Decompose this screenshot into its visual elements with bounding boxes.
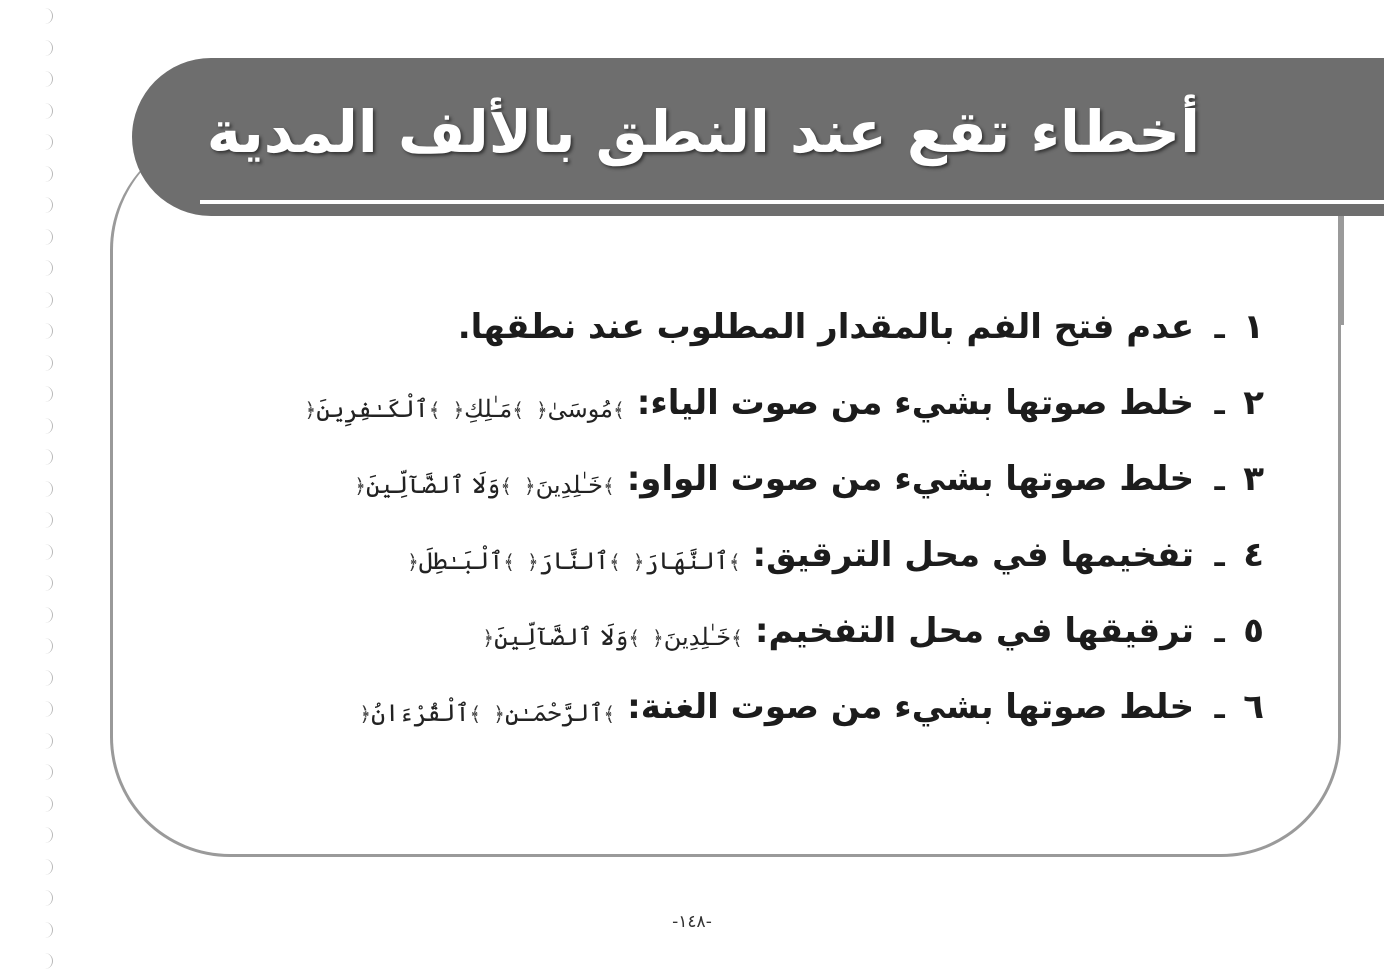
binding-hole — [42, 481, 53, 497]
binding-hole — [42, 229, 53, 245]
binding-hole — [42, 859, 53, 875]
binding-hole — [42, 40, 53, 56]
ornate-bracket-open: ﴾ — [428, 398, 441, 422]
binding-hole — [42, 796, 53, 812]
ornate-bracket-close: ﴿ — [652, 626, 664, 650]
example-word: خَـٰلِدِينَ — [663, 623, 732, 651]
binding-hole — [42, 71, 53, 87]
item-number: ٥ — [1243, 611, 1264, 651]
binding-hole — [42, 449, 53, 465]
item-dash: ـ — [1204, 539, 1236, 574]
ornate-bracket-close: ﴿ — [359, 702, 372, 726]
example-word: ٱلْبَـٰطِلَ — [418, 547, 504, 575]
ornate-bracket-close: ﴿ — [304, 398, 317, 422]
binding-hole — [42, 103, 53, 119]
quran-example — [524, 465, 615, 506]
list-item — [164, 524, 1264, 600]
ornate-bracket-close: ﴿ — [407, 550, 419, 574]
ornate-bracket-close: ﴿ — [523, 474, 536, 498]
list-item — [164, 296, 1264, 372]
binding-hole — [42, 701, 53, 717]
ornate-bracket-open: ﴾ — [731, 626, 743, 650]
ornate-bracket-open: ﴾ — [603, 702, 616, 726]
binding-hole — [42, 827, 53, 843]
quran-example — [407, 541, 515, 582]
binding-hole — [42, 638, 53, 654]
binding-hole — [42, 544, 53, 560]
item-text: خلط صوتها بشيء من صوت الغنة: — [627, 687, 1195, 727]
item-dash: ـ — [1204, 463, 1236, 498]
ornate-bracket-open: ﴾ — [613, 398, 625, 422]
quran-example — [652, 617, 743, 658]
mistakes-list — [164, 296, 1264, 752]
binding-hole — [42, 355, 53, 371]
list-item — [164, 448, 1264, 524]
ornate-bracket-open: ﴾ — [728, 550, 741, 574]
item-text: خلط صوتها بشيء من صوت الواو: — [626, 459, 1195, 499]
example-word: وَلَا ٱلضَّآلِّينَ — [365, 471, 501, 499]
example-word: ٱلْقُرْءَانُ — [371, 699, 470, 727]
item-text: عدم فتح الفم بالمقدار المطلوب عند نطقها. — [457, 307, 1195, 347]
ornate-bracket-open: ﴾ — [503, 550, 515, 574]
binding-hole — [42, 134, 53, 150]
binding-hole — [42, 166, 53, 182]
item-dash: ـ — [1204, 691, 1236, 726]
quran-example — [452, 389, 524, 430]
example-word: مُوسَىٰ — [547, 395, 614, 423]
binding-holes — [18, 0, 68, 973]
quran-example — [482, 617, 640, 658]
example-word: ٱلنَّهَارَ — [644, 547, 729, 575]
frame-edge — [1341, 205, 1344, 325]
ornate-bracket-open: ﴾ — [628, 626, 641, 650]
ornate-bracket-open: ﴾ — [469, 702, 482, 726]
quran-example — [354, 465, 512, 506]
ornate-bracket-open: ﴾ — [602, 474, 615, 498]
binding-hole — [42, 890, 53, 906]
item-dash: ـ — [1204, 311, 1236, 346]
ornate-bracket-close: ﴿ — [535, 398, 548, 422]
example-word: وَلَا ٱلضَّآلِّينَ — [494, 623, 629, 651]
quran-example — [493, 693, 615, 734]
quran-example — [633, 541, 741, 582]
ornate-bracket-close: ﴿ — [354, 474, 366, 498]
item-number: ٢ — [1243, 383, 1264, 423]
quran-example — [536, 389, 625, 430]
example-word: ٱلْكَـٰفِرِينَ — [316, 395, 429, 423]
binding-hole — [42, 260, 53, 276]
binding-hole — [42, 733, 53, 749]
item-number: ٣ — [1243, 459, 1264, 499]
example-word: مَـٰلِكِ — [464, 395, 513, 423]
binding-hole — [42, 8, 53, 24]
list-item — [164, 372, 1264, 448]
example-word: ٱلرَّحْمَـٰنِ — [504, 699, 604, 727]
item-dash: ـ — [1204, 387, 1236, 422]
item-text: ترقيقها في محل التفخيم: — [754, 611, 1195, 651]
ornate-bracket-open: ﴾ — [512, 398, 524, 422]
binding-hole — [42, 386, 53, 402]
banner-underline — [200, 200, 1384, 204]
binding-hole — [42, 670, 53, 686]
binding-hole — [42, 607, 53, 623]
quran-example — [305, 389, 441, 430]
ornate-bracket-close: ﴿ — [452, 398, 465, 422]
page-title: أخطاء تقع عند النطق بالألف المدية — [206, 98, 1200, 166]
ornate-bracket-open: ﴾ — [609, 550, 621, 574]
ornate-bracket-close: ﴿ — [632, 550, 645, 574]
list-item — [164, 676, 1264, 752]
binding-hole — [42, 418, 53, 434]
binding-hole — [42, 197, 53, 213]
binding-hole — [42, 292, 53, 308]
binding-hole — [42, 764, 53, 780]
quran-example — [359, 693, 481, 734]
ornate-bracket-open: ﴾ — [500, 474, 512, 498]
ornate-bracket-close: ﴿ — [482, 626, 495, 650]
ornate-bracket-close: ﴿ — [526, 550, 539, 574]
item-text: تفخيمها في محل الترقيق: — [752, 535, 1195, 575]
item-number: ٤ — [1243, 535, 1264, 575]
binding-hole — [42, 953, 53, 969]
example-word: ٱلنَّارَ — [538, 547, 609, 575]
item-number: ١ — [1243, 307, 1264, 347]
binding-hole — [42, 575, 53, 591]
page-number: -١٤٨- — [672, 912, 712, 932]
item-number: ٦ — [1243, 687, 1264, 727]
binding-hole — [42, 323, 53, 339]
item-dash: ـ — [1204, 615, 1236, 650]
ornate-bracket-close: ﴿ — [493, 702, 505, 726]
list-item — [164, 600, 1264, 676]
binding-hole — [42, 512, 53, 528]
item-text: خلط صوتها بشيء من صوت الياء: — [636, 383, 1195, 423]
example-word: خَـٰلِدِينَ — [535, 471, 603, 499]
quran-example — [527, 541, 621, 582]
